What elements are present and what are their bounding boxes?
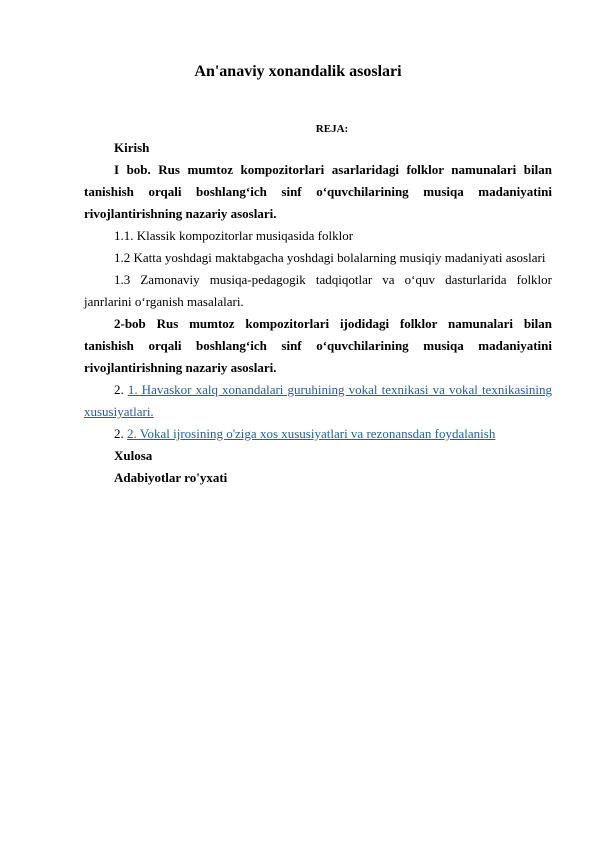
- toc-item-section-2-1: [84, 379, 552, 423]
- toc-item-prefix: 2.: [114, 382, 128, 397]
- toc-item-chapter-1: I bob. Rus mumtoz kompozitorlari asarlaridagi folklor namunalari bilan tanishish orqali boshlang‘ich sinf o‘quvchilarining musiqa madaniyatini rivojlantirishning nazariy asoslari.: [84, 162, 552, 221]
- toc-item-references: Adabiyotlar ro'yxati: [114, 470, 228, 485]
- table-of-contents: [84, 137, 552, 489]
- toc-item-conclusion: Xulosa: [114, 448, 153, 463]
- document-title: An'anaviy xonandalik asoslari: [194, 63, 402, 80]
- toc-item-chapter-2: 2-bob Rus mumtoz kompozitorlari ijodidagi folklor namunalari bilan tanishish orqali boshlang‘ich sinf o‘quvchilarining musiqa madaniyatini rivojlantirishning nazariy asoslari.: [84, 316, 552, 375]
- plan-heading: REJA:: [315, 123, 349, 135]
- toc-item-prefix: 2.: [114, 426, 127, 441]
- toc-item-section-1-1: 1.1. Klassik kompozitorlar musiqasida folklor: [114, 228, 354, 243]
- toc-link-section-2-1[interactable]: 1. Havaskor xalq xonandalari guruhining vokal texnikasi va vokal texnikasining xususiyatlari.: [84, 382, 552, 419]
- toc-item-section-1-3: 1.3 Zamonaviy musiqa-pedagogik tadqiqotlar va o‘quv dasturlarida folklor janrlarini o‘rganish masalalari.: [84, 272, 552, 309]
- toc-item-section-1-2: 1.2 Katta yoshdagi maktabgacha yoshdagi bolalarning musiqiy madaniyati asoslari: [114, 250, 546, 265]
- toc-item-section-2-2: [84, 423, 552, 445]
- toc-item-introduction: Kirish: [114, 140, 150, 155]
- toc-link-section-2-2[interactable]: 2. Vokal ijrosining o'ziga xos xususiyatlari va rezonansdan foydalanish: [127, 426, 496, 441]
